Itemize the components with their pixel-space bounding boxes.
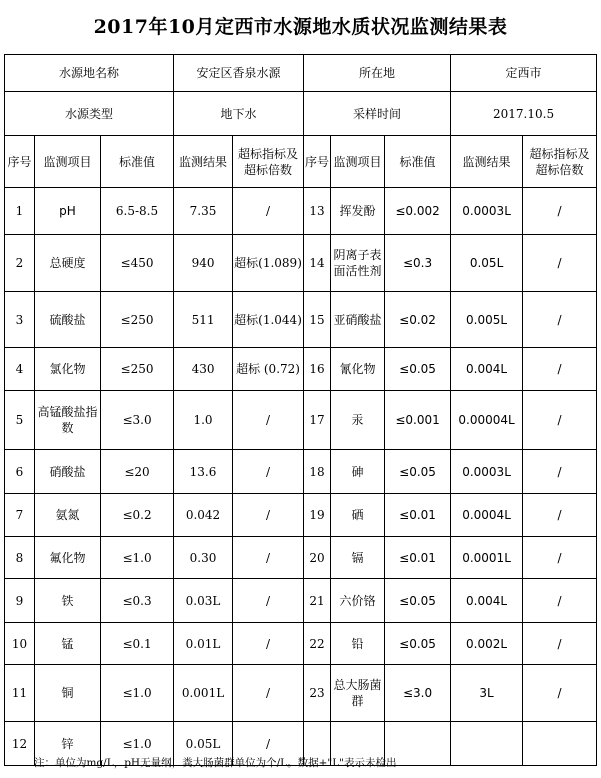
- standard-value: ≤0.3: [385, 235, 451, 292]
- exceed-value: 超标(1.089): [233, 235, 304, 292]
- standard-value: ≤1.0: [101, 537, 174, 579]
- sampling-time-label: 采样时间: [304, 92, 451, 136]
- standard-value: ≤0.05: [385, 623, 451, 665]
- row-number: 17: [304, 391, 331, 450]
- result-value: 0.05L: [174, 722, 233, 766]
- row-number: 10: [5, 623, 35, 665]
- exceed-value: /: [233, 722, 304, 766]
- table-row: [5, 292, 597, 348]
- column-header-row: [5, 136, 597, 188]
- item-name: 六价铬: [331, 579, 385, 623]
- exceed-value: /: [523, 391, 597, 450]
- row-number: 6: [5, 450, 35, 494]
- result-value: 0.0001L: [451, 537, 523, 579]
- standard-value: ≤250: [101, 348, 174, 391]
- exceed-value: /: [233, 665, 304, 722]
- exceed-value: 超标 (0.72): [233, 348, 304, 391]
- exceed-value: /: [523, 292, 597, 348]
- row-number: 11: [5, 665, 35, 722]
- exceed-value: /: [523, 348, 597, 391]
- footnote: 注：单位为mg/L，pH无量纲，粪大肠菌群单位为个/L。数据+"L"表示未检出: [34, 757, 397, 769]
- standard-value: ≤0.05: [385, 579, 451, 623]
- item-name: 阴离子表面活性剂: [331, 235, 385, 292]
- result-value: 0.30: [174, 537, 233, 579]
- item-name: 汞: [331, 391, 385, 450]
- item-name: 铁: [35, 579, 101, 623]
- standard-value: ≤1.0: [101, 665, 174, 722]
- table-row: [5, 188, 597, 235]
- exceed-value: /: [523, 537, 597, 579]
- result-value: 13.6: [174, 450, 233, 494]
- row-number: 15: [304, 292, 331, 348]
- col-no-right: 序号: [304, 136, 331, 188]
- exceed-value: /: [523, 665, 597, 722]
- result-value: 0.01L: [174, 623, 233, 665]
- result-value: 0.0004L: [451, 494, 523, 537]
- exceed-value: /: [233, 537, 304, 579]
- item-name: 砷: [331, 450, 385, 494]
- col-standard-left: 标准值: [101, 136, 174, 188]
- info-row-2: [5, 92, 597, 136]
- item-name: 氯化物: [35, 348, 101, 391]
- row-number: 9: [5, 579, 35, 623]
- result-value: 0.005L: [451, 292, 523, 348]
- item-name: 镉: [331, 537, 385, 579]
- table-row: [5, 537, 597, 579]
- row-number: 16: [304, 348, 331, 391]
- table-row: [5, 579, 597, 623]
- result-value: [451, 722, 523, 766]
- result-value: 430: [174, 348, 233, 391]
- standard-value: ≤0.001: [385, 391, 451, 450]
- col-result-right: 监测结果: [451, 136, 523, 188]
- results-table: [4, 54, 597, 766]
- table-row: [5, 235, 597, 292]
- result-value: 7.35: [174, 188, 233, 235]
- col-result-left: 监测结果: [174, 136, 233, 188]
- item-name: 总硬度: [35, 235, 101, 292]
- sampling-time-value: 2017.10.5: [451, 92, 597, 136]
- table-row: [5, 391, 597, 450]
- table-row: [5, 450, 597, 494]
- row-number: 21: [304, 579, 331, 623]
- exceed-value: /: [233, 494, 304, 537]
- row-number: 2: [5, 235, 35, 292]
- exceed-value: /: [523, 188, 597, 235]
- item-name: 硝酸盐: [35, 450, 101, 494]
- row-number: 3: [5, 292, 35, 348]
- row-number: 8: [5, 537, 35, 579]
- exceed-value: /: [523, 235, 597, 292]
- result-value: 0.00004L: [451, 391, 523, 450]
- standard-value: ≤0.002: [385, 188, 451, 235]
- row-number: 12: [5, 722, 35, 766]
- item-name: 亚硝酸盐: [331, 292, 385, 348]
- standard-value: ≤0.1: [101, 623, 174, 665]
- exceed-value: /: [523, 579, 597, 623]
- exceed-value: /: [233, 579, 304, 623]
- standard-value: ≤20: [101, 450, 174, 494]
- standard-value: ≤0.05: [385, 450, 451, 494]
- info-row-1: [5, 55, 597, 92]
- row-number: 14: [304, 235, 331, 292]
- result-value: 1.0: [174, 391, 233, 450]
- page-title: 2017年10月定西市水源地水质状况监测结果表: [93, 16, 508, 38]
- standard-value: ≤450: [101, 235, 174, 292]
- exceed-value: 超标(1.044): [233, 292, 304, 348]
- item-name: 氨氮: [35, 494, 101, 537]
- item-name: 锌: [35, 722, 101, 766]
- standard-value: ≤0.02: [385, 292, 451, 348]
- item-name: 铜: [35, 665, 101, 722]
- row-number: 20: [304, 537, 331, 579]
- result-value: 0.042: [174, 494, 233, 537]
- item-name: 挥发酚: [331, 188, 385, 235]
- row-number: 1: [5, 188, 35, 235]
- item-name: 锰: [35, 623, 101, 665]
- standard-value: ≤0.2: [101, 494, 174, 537]
- col-exceed-right: 超标指标及超标倍数: [523, 136, 597, 188]
- col-exceed-left: 超标指标及超标倍数: [233, 136, 304, 188]
- standard-value: ≤0.01: [385, 537, 451, 579]
- location-label: 所在地: [304, 55, 451, 92]
- row-number: 7: [5, 494, 35, 537]
- source-name-label: 水源地名称: [5, 55, 174, 92]
- result-value: 0.004L: [451, 579, 523, 623]
- result-value: 0.002L: [451, 623, 523, 665]
- exceed-value: /: [233, 188, 304, 235]
- item-name: 氟化物: [35, 537, 101, 579]
- standard-value: ≤1.0: [101, 722, 174, 766]
- exceed-value: [523, 722, 597, 766]
- row-number: 19: [304, 494, 331, 537]
- exceed-value: /: [233, 450, 304, 494]
- table-row: [5, 623, 597, 665]
- result-value: 0.0003L: [451, 188, 523, 235]
- result-value: 0.03L: [174, 579, 233, 623]
- exceed-value: /: [523, 450, 597, 494]
- item-name: 铅: [331, 623, 385, 665]
- table-row: [5, 348, 597, 391]
- result-value: 940: [174, 235, 233, 292]
- col-standard-right: 标准值: [385, 136, 451, 188]
- row-number: 5: [5, 391, 35, 450]
- standard-value: ≤0.3: [101, 579, 174, 623]
- location-value: 定西市: [451, 55, 597, 92]
- exceed-value: /: [233, 623, 304, 665]
- item-name: 总大肠菌群: [331, 665, 385, 722]
- result-value: 0.001L: [174, 665, 233, 722]
- result-value: 511: [174, 292, 233, 348]
- standard-value: ≤3.0: [101, 391, 174, 450]
- col-item-left: 监测项目: [35, 136, 101, 188]
- row-number: 4: [5, 348, 35, 391]
- table-row: [5, 665, 597, 722]
- standard-value: ≤3.0: [385, 665, 451, 722]
- row-number: 23: [304, 665, 331, 722]
- exceed-value: /: [523, 494, 597, 537]
- exceed-value: /: [233, 391, 304, 450]
- source-type-label: 水源类型: [5, 92, 174, 136]
- item-name: 硫酸盐: [35, 292, 101, 348]
- standard-value: 6.5-8.5: [101, 188, 174, 235]
- result-value: 0.0003L: [451, 450, 523, 494]
- result-value: 3L: [451, 665, 523, 722]
- standard-value: ≤0.01: [385, 494, 451, 537]
- standard-value: ≤0.05: [385, 348, 451, 391]
- result-value: 0.05L: [451, 235, 523, 292]
- col-no-left: 序号: [5, 136, 35, 188]
- table-row: [5, 494, 597, 537]
- item-name: 氰化物: [331, 348, 385, 391]
- row-number: 22: [304, 623, 331, 665]
- source-name-value: 安定区香泉水源: [174, 55, 304, 92]
- item-name: pH: [35, 188, 101, 235]
- result-value: 0.004L: [451, 348, 523, 391]
- row-number: 18: [304, 450, 331, 494]
- item-name: 高锰酸盐指数: [35, 391, 101, 450]
- exceed-value: /: [523, 623, 597, 665]
- standard-value: ≤250: [101, 292, 174, 348]
- source-type-value: 地下水: [174, 92, 304, 136]
- item-name: 硒: [331, 494, 385, 537]
- col-item-right: 监测项目: [331, 136, 385, 188]
- row-number: 13: [304, 188, 331, 235]
